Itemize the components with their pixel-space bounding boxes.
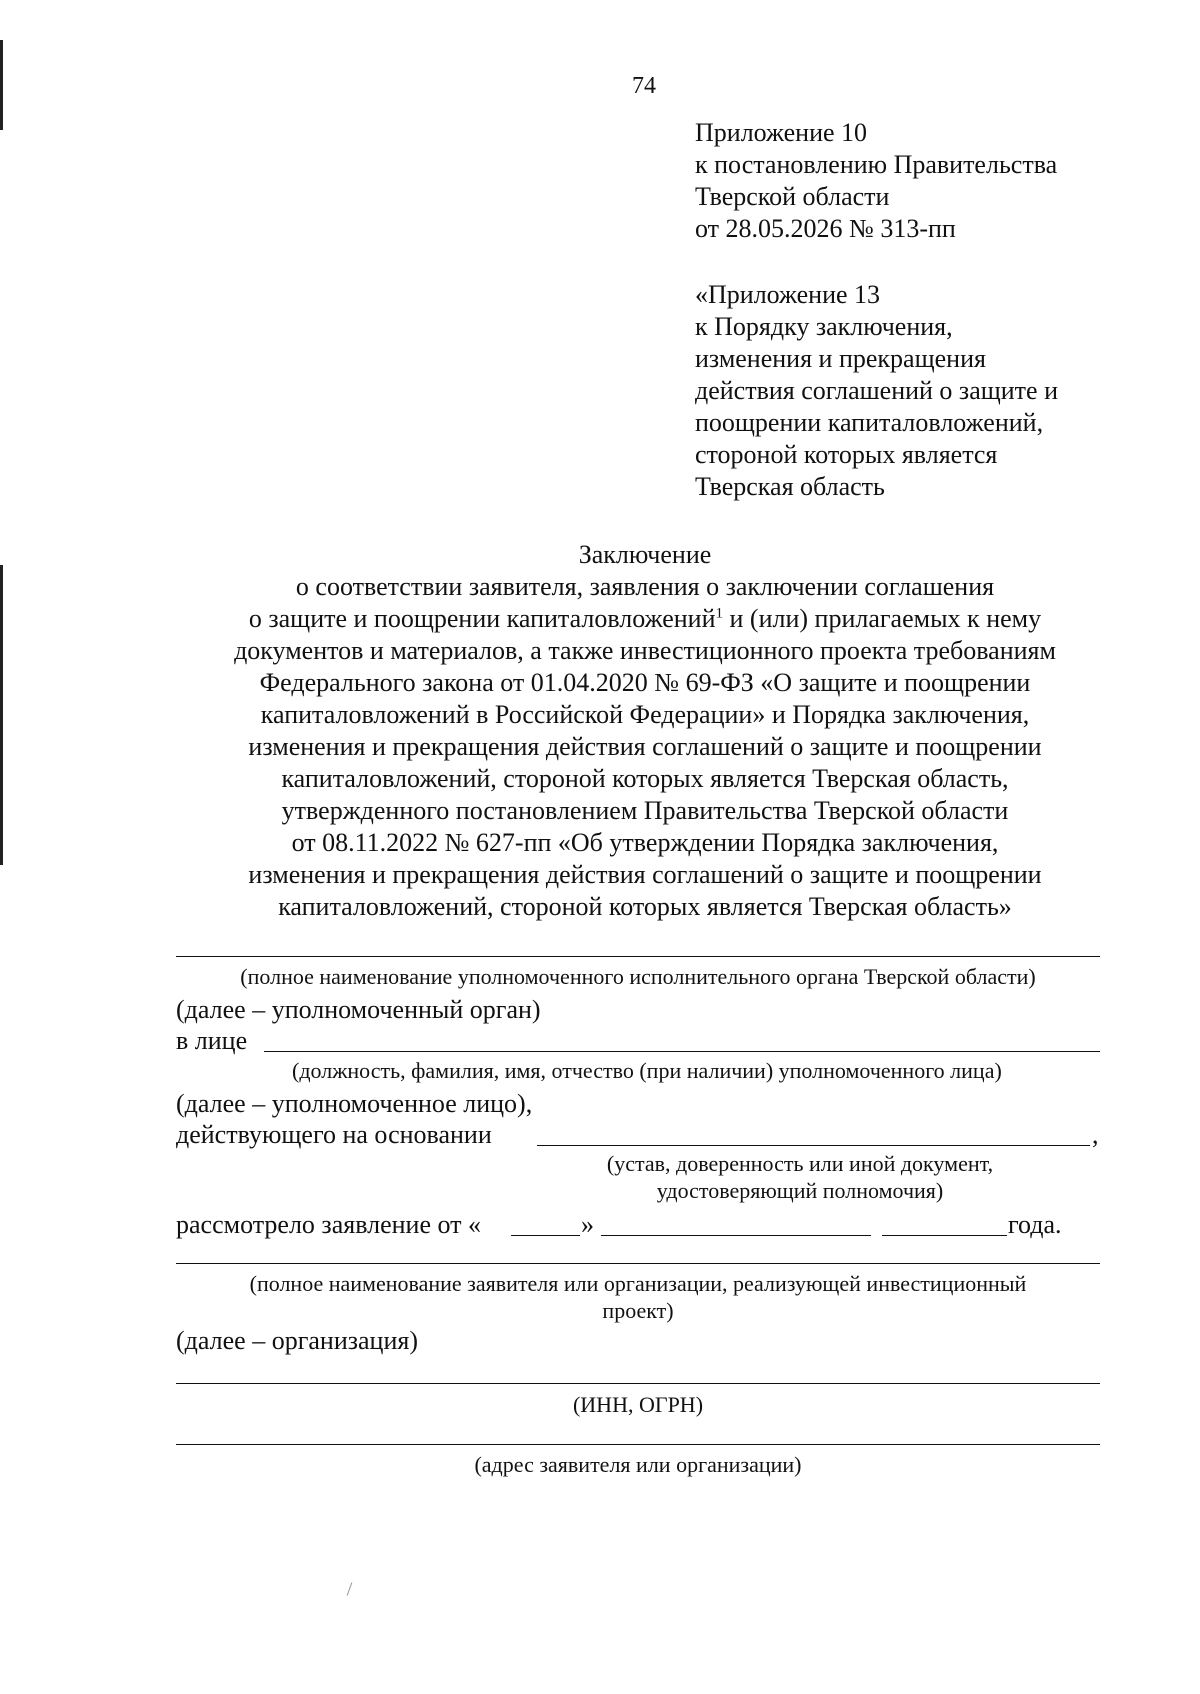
scan-edge-mark xyxy=(0,565,3,865)
title-line-part: о защите и поощрении капиталовложений xyxy=(248,604,716,633)
appendix-block-line: изменения и прекращения xyxy=(695,344,986,373)
title-line: изменения и прекращения действия соглашений о защите и поощрении xyxy=(248,732,1042,761)
basis-comma: , xyxy=(1092,1120,1099,1149)
title-line: документов и материалов, а также инвестиционного проекта требованиям xyxy=(234,636,1056,665)
applicant-name-line[interactable] xyxy=(176,1263,1100,1264)
reviewed-year-line[interactable] xyxy=(882,1235,1007,1236)
title-line: изменения и прекращения действия соглашений о защите и поощрении xyxy=(248,860,1042,889)
reviewed-label: рассмотрело заявление от « xyxy=(176,1210,482,1239)
authority-caption: (полное наименование уполномоченного исполнительного органа Тверской области) xyxy=(240,964,1036,989)
address-line[interactable] xyxy=(176,1444,1100,1445)
title-heading: Заключение xyxy=(578,540,712,569)
reviewed-month-line[interactable] xyxy=(601,1235,871,1236)
basis-label: действующего на основании xyxy=(176,1120,492,1149)
applicant-caption-line: проект) xyxy=(602,1298,674,1323)
authority-name-line[interactable] xyxy=(176,956,1100,957)
in-person-label: в лице xyxy=(176,1026,248,1055)
appendix-header-line: Тверской области xyxy=(695,182,890,211)
title-line: Федерального закона от 01.04.2020 № 69-ФЗ «О защите и поощрении xyxy=(259,668,1031,697)
applicant-alias: (далее – организация) xyxy=(176,1326,418,1355)
document-title xyxy=(120,539,1170,923)
appendix-13-block xyxy=(695,279,1058,503)
title-line-with-footnote xyxy=(120,603,1170,635)
page-number: 74 xyxy=(632,73,656,99)
appendix-block-line: Тверская область xyxy=(695,472,885,501)
inn-ogrn-line[interactable] xyxy=(176,1383,1100,1384)
address-caption: (адрес заявителя или организации) xyxy=(474,1452,802,1477)
appendix-block-line: стороной которых является xyxy=(695,440,998,469)
appendix-header xyxy=(695,117,1057,245)
appendix-header-line: Приложение 10 xyxy=(695,118,868,147)
appendix-block-line: к Порядку заключения, xyxy=(695,312,953,341)
title-line: утвержденного постановлением Правительства Тверской области xyxy=(281,796,1009,825)
person-line[interactable] xyxy=(264,1051,1100,1052)
reviewed-day-line[interactable] xyxy=(511,1235,580,1236)
basis-line[interactable] xyxy=(537,1145,1090,1146)
title-line: капиталовложений в Российской Федерации» и Порядка заключения, xyxy=(260,700,1030,729)
applicant-caption-line: (полное наименование заявителя или организации, реализующей инвестиционный xyxy=(249,1271,1027,1296)
title-line: капиталовложений, стороной которых является Тверская область, xyxy=(281,764,1009,793)
appendix-block-line: «Приложение 13 xyxy=(695,280,881,309)
applicant-caption xyxy=(176,1270,1100,1324)
basis-caption-line: (устав, доверенность или иной документ, xyxy=(606,1151,994,1176)
appendix-header-line: к постановлению Правительства xyxy=(695,150,1058,179)
scan-edge-mark xyxy=(0,40,3,130)
basis-caption-line: удостоверяющий полномочия) xyxy=(656,1178,944,1203)
appendix-block-line: действия соглашений о защите и xyxy=(695,376,1058,405)
inn-ogrn-caption: (ИНН, ОГРН) xyxy=(572,1392,704,1417)
title-line: от 08.11.2022 № 627-пп «Об утверждении Порядка заключения, xyxy=(291,828,999,857)
reviewed-quote-close: » xyxy=(581,1210,594,1239)
appendix-block-line: поощрении капиталовложений, xyxy=(695,408,1044,437)
title-line: о соответствии заявителя, заявления о заключении соглашения xyxy=(295,572,995,601)
person-caption: (должность, фамилия, имя, отчество (при наличии) уполномоченного лица) xyxy=(292,1058,1002,1083)
reviewed-year-label: года. xyxy=(1008,1210,1062,1239)
person-alias: (далее – уполномоченное лицо), xyxy=(176,1089,533,1118)
appendix-header-line: от 28.05.2026 № 313-пп xyxy=(695,214,956,243)
basis-caption xyxy=(560,1150,1040,1204)
authority-alias: (далее – уполномоченный орган) xyxy=(176,995,541,1024)
footnote-mark: 1 xyxy=(715,605,724,622)
scan-speck xyxy=(347,1582,353,1595)
title-line-part: и (или) прилагаемых к нему xyxy=(723,604,1042,633)
title-line: капиталовложений, стороной которых является Тверская область» xyxy=(278,892,1012,921)
